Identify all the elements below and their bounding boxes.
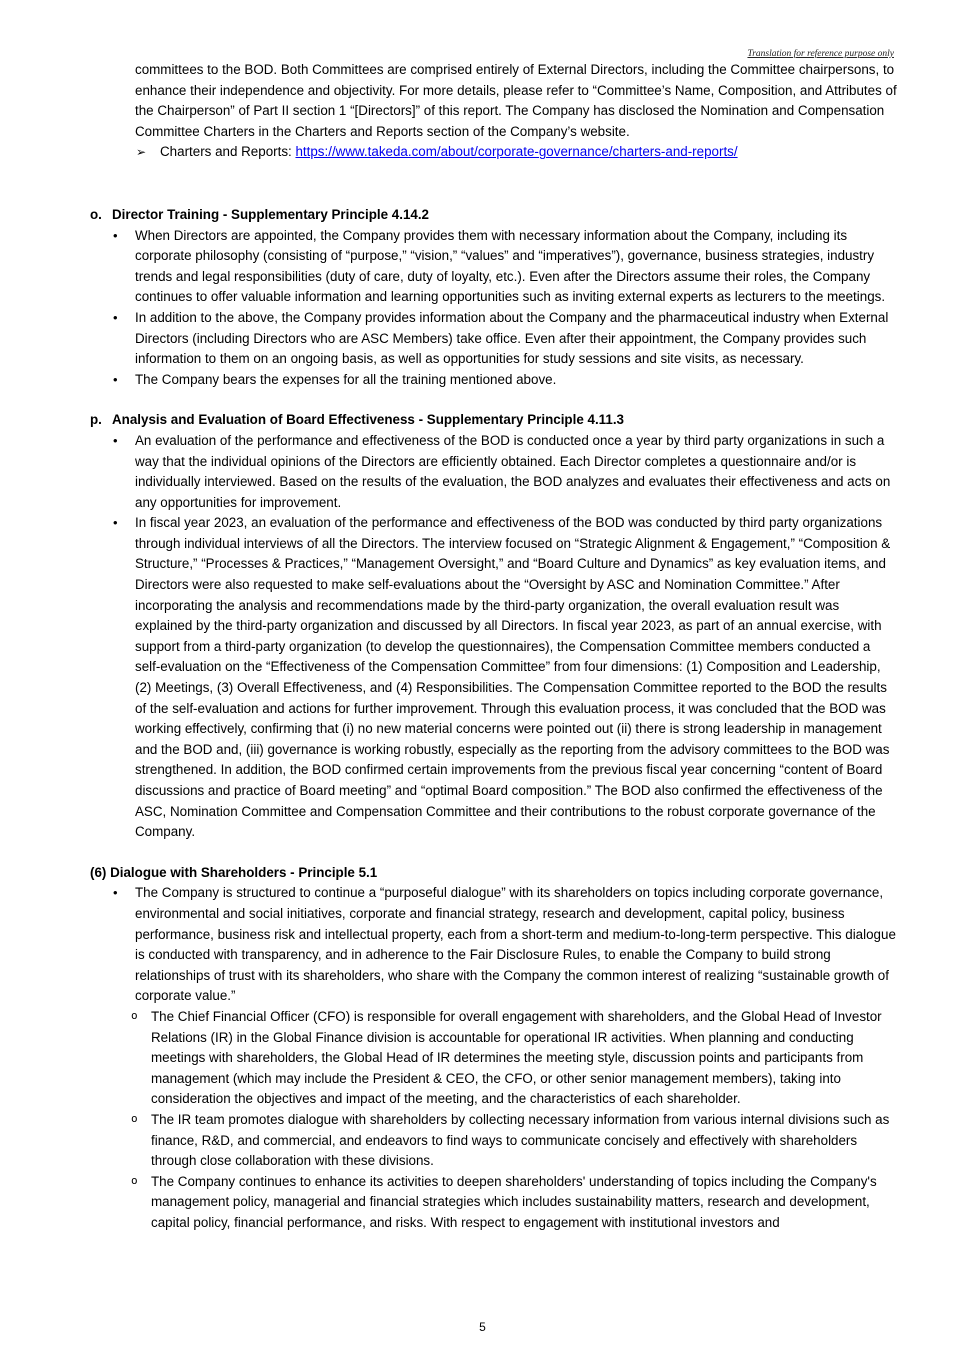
section-p-letter: p. bbox=[90, 412, 102, 428]
page-number: 5 bbox=[479, 1320, 486, 1334]
sub-list-item: o The Company continues to enhance its activities to deepen shareholders' understanding of topics including the Company's management policy, managerial and financial strategies which includes sustainability matters, research and development, capital policy, financial performance, and risks. With respect to engagement with institutional investors and bbox=[90, 1172, 898, 1234]
section-o-heading bbox=[90, 205, 898, 226]
list-item: • An evaluation of the performance and effectiveness of the BOD is conducted once a year by third party organizations in such a way that the individual opinions of the Directors are efficiently obtained. Each Director completes a questionnaire and/or is individually interviewed. Based on the results of the evaluation, the BOD analyzes and evaluates their effectiveness and acts on any opportunities for improvement. bbox=[90, 431, 898, 513]
translation-note: Translation for reference purpose only bbox=[747, 49, 894, 59]
arrow-bullet-icon: ➢ bbox=[136, 145, 147, 160]
document-body bbox=[90, 60, 898, 1233]
sub-list-item: o The Chief Financial Officer (CFO) is responsible for overall engagement with shareholders, and the Global Head of Investor Relations (IR) in the Global Finance division is accountable for operational IR activities. When planning and conducting meetings with shareholders, the Global Head of IR determines the meeting style, discussion points and participants from management (which may include the President & CEO, the CFO, or other senior management members), taking into consideration the objectives and impact of the meeting, and the characteristics of each shareholder. bbox=[90, 1007, 898, 1110]
sub-list-item: o The IR team promotes dialogue with shareholders by collecting necessary information from various internal divisions such as finance, R&D, and commercial, and endeavors to find ways to communicate concisely and effectively with shareholders through close collaboration with these divisions. bbox=[90, 1110, 898, 1172]
charters-reports-line bbox=[90, 142, 898, 163]
section-6-list bbox=[90, 883, 898, 1007]
section-6-heading: (6) Dialogue with Shareholders - Principle 5.1 bbox=[90, 864, 378, 880]
section-6-sublist bbox=[90, 1007, 898, 1234]
section-o-title: Director Training - Supplementary Principle 4.14.2 bbox=[112, 206, 430, 222]
list-item: • The Company bears the expenses for all the training mentioned above. bbox=[90, 370, 898, 391]
charters-reports-link[interactable]: https://www.takeda.com/about/corporate-governance/charters-and-reports/ bbox=[295, 144, 738, 160]
section-o-letter: o. bbox=[90, 206, 102, 222]
intro-paragraph: committees to the BOD. Both Committees are comprised entirely of External Directors, including the Committee chairpersons, to enhance their independence and objectivity. For more details, please refer to “Committee’s Name, Composition, and Attributes of the Chairperson” of Part II section 1 “[Directors]” of this report. The Company has disclosed the Nomination and Compensation Committee Charters in the Charters and Reports section of the Company’s website. bbox=[135, 62, 897, 139]
section-p-heading bbox=[90, 410, 898, 431]
list-item: • In fiscal year 2023, an evaluation of the performance and effectiveness of the BOD was conducted by third party organizations through individual interviews of all the Directors. The interview focused on “Strategic Alignment & Engagement,” “Composition & Structure,” “Processes & Practices,” “Management Oversight,” and “Board Culture and Dynamics” as key evaluation items, and Directors were also requested to make self-evaluations about the “Oversight by ASC and Nomination Committee.” After incorporating the analysis and recommendations made by the third-party organization, the overall evaluation result was explained by the third-party organization and discussed by all Directors. In fiscal year 2023, as part of an annual exercise, with support from a third-party organization (to develop the questionnaires), the Compensation Committee members conducted a self-evaluation on the “Effectiveness of the Compensation Committee” from four dimensions: (1) Composition and Leadership, (2) Meetings, (3) Overall Effectiveness, and (4) Responsibilities. The Compensation Committee reported to the BOD the results of the self-evaluation and actions for further improvement. Through this evaluation process, it was concluded that the BOD was working effectively, confirming that (i) no new material concerns were pointed out (ii) there is strong leadership in management and the BOD and, (iii) governance is working robustly, especially as the reporting from the advisory committees to the BOD was strengthened. In addition, the BOD confirmed certain improvements from the previous fiscal year concerning “content of Board discussions and practice of Board meeting” and “optimal Board composition.” The BOD also confirmed the effectiveness of the ASC, Nomination Committee and Compensation Committee and their contributions to the robust corporate governance of the Company. bbox=[90, 513, 898, 843]
section-p-title: Analysis and Evaluation of Board Effectiveness - Supplementary Principle 4.11.3 bbox=[112, 412, 624, 428]
list-item: • The Company is structured to continue a “purposeful dialogue” with its shareholders on topics including corporate governance, environmental and social initiatives, corporate and financial strategy, research and development, capital policy, business performance, business risk and intellectual property, each from a short-term and medium-to-long-term perspective. This dialogue is conducted with transparency, and in adherence to the Fair Disclosure Rules, to enable the Company to build strong relationships of trust with its shareholders, who share with the Company the common interest of realizing “sustainable growth of corporate value.” bbox=[90, 883, 898, 1007]
list-item: • In addition to the above, the Company provides information about the Company and the pharmaceutical industry when External Directors (including Directors who are ASC Members) take office. Even after their appointment, the Company provides such information to them on an ongoing basis, as well as opportunities for study sessions and site visits, as necessary. bbox=[90, 308, 898, 370]
section-o-list bbox=[90, 226, 898, 391]
section-p-list bbox=[90, 431, 898, 843]
charters-reports-label: Charters and Reports: bbox=[160, 144, 296, 160]
list-item: • When Directors are appointed, the Company provides them with necessary information about the Company, including its corporate philosophy (consisting of “purpose,” “vision,” “values” and “imperatives”), governance, business strategies, industry trends and legal responsibilities (duty of care, duty of loyalty, etc.). Even after the Directors assume their roles, the Company continues to offer valuable information and learning opportunities such as inviting external experts as lecturers to the meetings. bbox=[90, 226, 898, 308]
